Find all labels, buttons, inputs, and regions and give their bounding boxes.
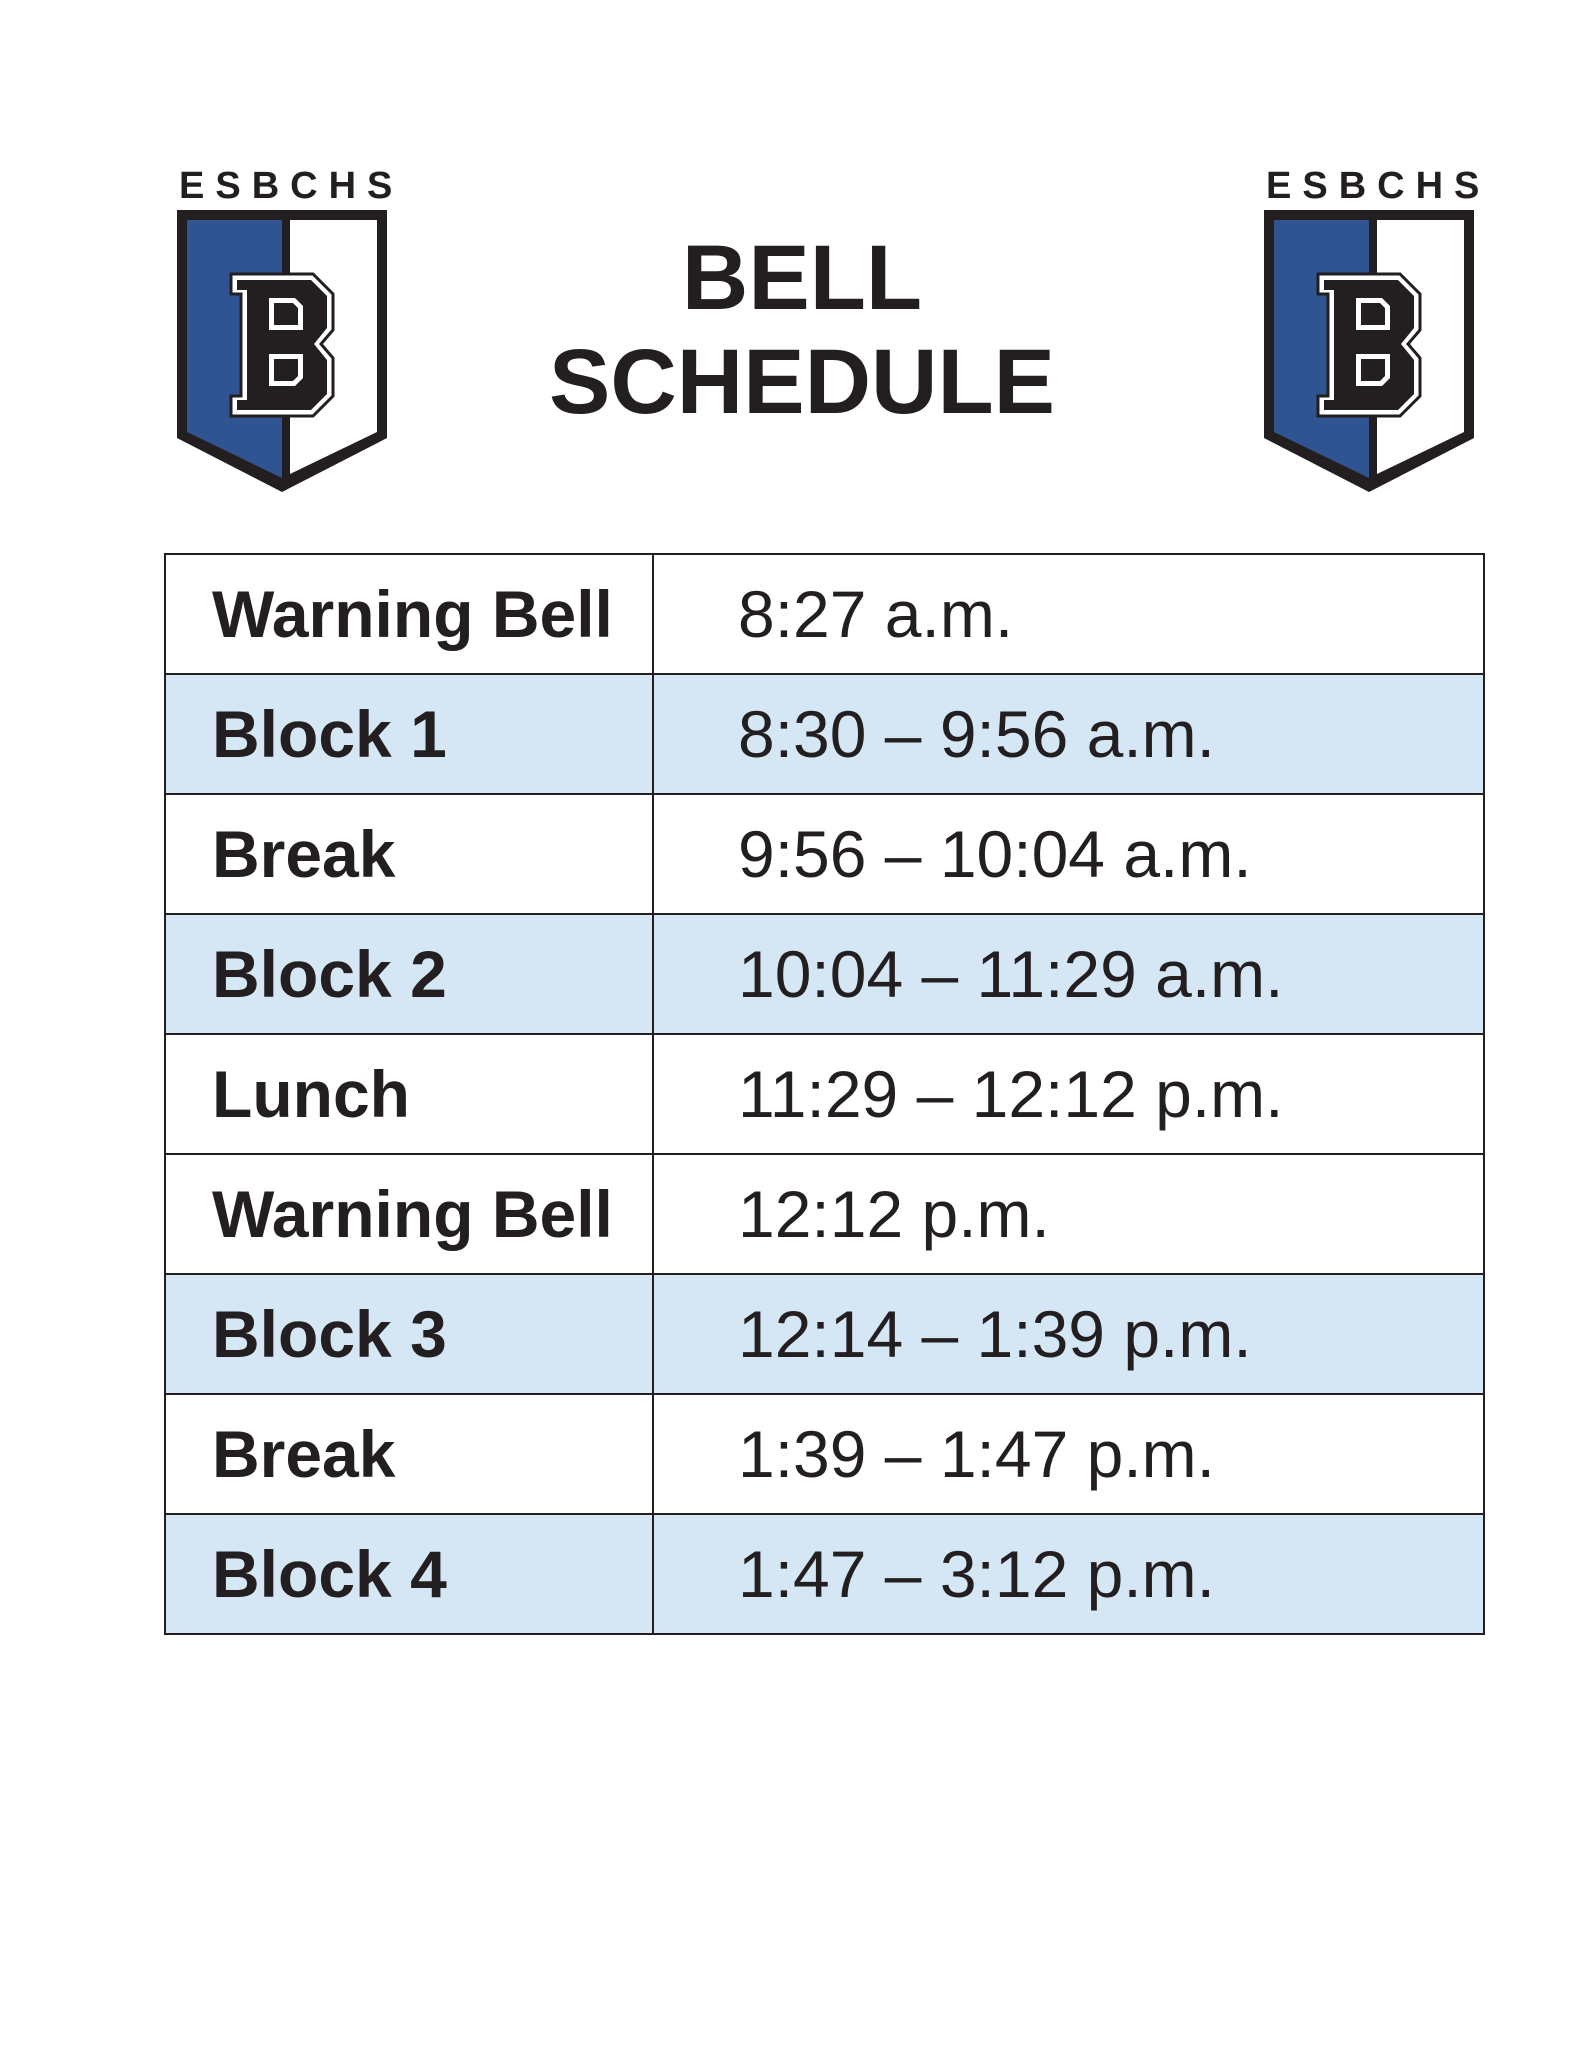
period-time: 9:56 – 10:04 a.m. — [653, 794, 1484, 914]
period-time: 12:14 – 1:39 p.m. — [653, 1274, 1484, 1394]
period-time: 1:47 – 3:12 p.m. — [653, 1514, 1484, 1634]
school-logo-right — [1260, 165, 1491, 498]
period-time: 8:30 – 9:56 a.m. — [653, 674, 1484, 794]
period-label: Break — [165, 1394, 653, 1514]
period-label: Lunch — [165, 1034, 653, 1154]
period-label: Warning Bell — [165, 1154, 653, 1274]
school-logo-left — [173, 165, 404, 498]
period-label: Block 4 — [165, 1514, 653, 1634]
logo-text: ESBCHS — [179, 165, 404, 207]
logo-text: ESBCHS — [1266, 165, 1491, 207]
period-time: 8:27 a.m. — [653, 554, 1484, 674]
title-line-1: BELL — [681, 227, 923, 329]
period-time: 1:39 – 1:47 p.m. — [653, 1394, 1484, 1514]
period-label: Block 3 — [165, 1274, 653, 1394]
table-row — [165, 674, 1484, 794]
table-row — [165, 554, 1484, 674]
table-row — [165, 794, 1484, 914]
period-label: Warning Bell — [165, 554, 653, 674]
table-row — [165, 1154, 1484, 1274]
period-label: Break — [165, 794, 653, 914]
period-label: Block 1 — [165, 674, 653, 794]
page-title — [500, 226, 1104, 434]
title-line-2: SCHEDULE — [548, 331, 1056, 433]
table-row — [165, 914, 1484, 1034]
period-label: Block 2 — [165, 914, 653, 1034]
table-row — [165, 1394, 1484, 1514]
bell-schedule-table — [164, 553, 1485, 1635]
table-row — [165, 1034, 1484, 1154]
period-time: 10:04 – 11:29 a.m. — [653, 914, 1484, 1034]
table-row — [165, 1514, 1484, 1634]
period-time: 12:12 p.m. — [653, 1154, 1484, 1274]
shield-icon — [173, 206, 391, 498]
period-time: 11:29 – 12:12 p.m. — [653, 1034, 1484, 1154]
table-row — [165, 1274, 1484, 1394]
shield-icon — [1260, 206, 1478, 498]
